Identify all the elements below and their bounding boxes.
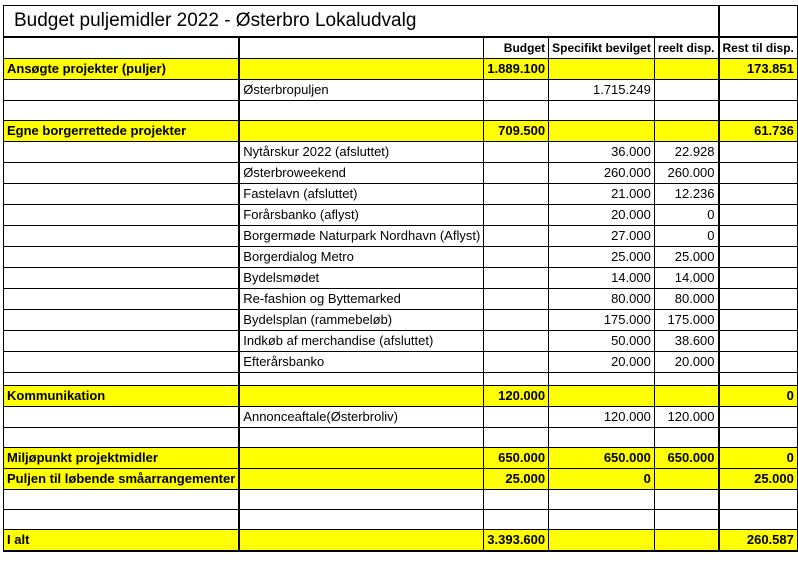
title-empty-cell [719,6,798,38]
cell-specifikt-bevilget[interactable]: 650.000 [549,448,655,469]
cell-specifikt-bevilget[interactable] [549,101,655,121]
cell-item[interactable] [239,59,483,80]
cell-specifikt-bevilget[interactable] [549,59,655,80]
table-row [4,352,798,373]
summary-row [4,121,798,142]
cell-budget[interactable] [484,310,549,331]
cell-rest-til-disp[interactable] [719,331,798,352]
cell-budget[interactable] [484,205,549,226]
table-row [4,268,798,289]
header-row [4,37,798,59]
cell-reelt-disp[interactable]: 22.928 [654,142,718,163]
cell-specifikt-bevilget[interactable]: 1.715.249 [549,80,655,101]
cell-reelt-disp[interactable] [654,80,718,101]
empty-row [4,373,798,386]
cell-rest-til-disp[interactable] [719,490,798,510]
cell-rest-til-disp[interactable] [719,428,798,448]
table-row [4,247,798,268]
cell-rest-til-disp[interactable]: 61.736 [719,121,798,142]
cell-category[interactable]: Egne borgerrettede projekter [4,121,240,142]
cell-category[interactable] [4,428,240,448]
cell-budget[interactable] [484,226,549,247]
cell-item[interactable] [239,469,483,490]
cell-reelt-disp[interactable]: 38.600 [654,331,718,352]
cell-rest-til-disp[interactable] [719,101,798,121]
cell-category[interactable] [4,407,240,428]
cell-item[interactable]: Nytårskur 2022 (afsluttet) [239,142,483,163]
cell-specifikt-bevilget[interactable]: 120.000 [549,407,655,428]
cell-rest-til-disp[interactable] [719,142,798,163]
cell-category[interactable]: Kommunikation [4,386,240,407]
cell-category[interactable] [4,80,240,101]
cell-rest-til-disp[interactable]: 173.851 [719,59,798,80]
cell-reelt-disp[interactable]: 0 [654,226,718,247]
cell-category[interactable] [4,101,240,121]
empty-row [4,490,798,510]
cell-reelt-disp[interactable] [654,59,718,80]
cell-rest-til-disp[interactable]: Rest til disp. [719,37,798,59]
table-row [4,184,798,205]
cell-specifikt-bevilget[interactable]: 175.000 [549,310,655,331]
cell-specifikt-bevilget[interactable] [549,373,655,386]
cell-budget[interactable] [484,428,549,448]
cell-category[interactable] [4,490,240,510]
cell-category[interactable]: Ansøgte projekter (puljer) [4,59,240,80]
cell-item[interactable] [239,101,483,121]
cell-category[interactable] [4,184,240,205]
cell-specifikt-bevilget[interactable] [549,386,655,407]
cell-budget[interactable]: 1.889.100 [484,59,549,80]
table-row [4,331,798,352]
cell-item[interactable]: Fastelavn (afsluttet) [239,184,483,205]
table-row [4,407,798,428]
summary-row [4,530,798,552]
cell-budget[interactable] [484,510,549,530]
cell-rest-til-disp[interactable] [719,407,798,428]
cell-item[interactable]: Indkøb af merchandise (afsluttet) [239,331,483,352]
cell-rest-til-disp[interactable] [719,80,798,101]
cell-reelt-disp[interactable]: reelt disp. [654,37,718,59]
cell-reelt-disp[interactable] [654,386,718,407]
cell-rest-til-disp[interactable] [719,373,798,386]
cell-specifikt-bevilget[interactable]: 260.000 [549,163,655,184]
cell-reelt-disp[interactable] [654,101,718,121]
cell-rest-til-disp[interactable] [719,247,798,268]
cell-reelt-disp[interactable]: 120.000 [654,407,718,428]
cell-reelt-disp[interactable] [654,510,718,530]
cell-reelt-disp[interactable]: 12.236 [654,184,718,205]
cell-specifikt-bevilget[interactable]: 50.000 [549,331,655,352]
cell-budget[interactable] [484,490,549,510]
cell-item[interactable]: Borgermøde Naturpark Nordhavn (Aflyst) [239,226,483,247]
cell-specifikt-bevilget[interactable] [549,510,655,530]
cell-rest-til-disp[interactable]: 0 [719,386,798,407]
empty-row [4,428,798,448]
table-row [4,163,798,184]
cell-budget[interactable] [484,289,549,310]
cell-category[interactable] [4,289,240,310]
cell-reelt-disp[interactable]: 25.000 [654,247,718,268]
cell-item[interactable]: Re-fashion og Byttemarked [239,289,483,310]
cell-rest-til-disp[interactable] [719,289,798,310]
cell-reelt-disp[interactable] [654,373,718,386]
cell-item[interactable]: Østerbroweekend [239,163,483,184]
budget-table [3,5,798,552]
cell-reelt-disp[interactable] [654,428,718,448]
cell-category[interactable]: I alt [4,530,240,552]
cell-category[interactable] [4,510,240,530]
summary-row [4,59,798,80]
cell-category[interactable] [4,37,240,59]
cell-rest-til-disp[interactable] [719,226,798,247]
cell-category[interactable] [4,352,240,373]
cell-budget[interactable] [484,142,549,163]
cell-item[interactable] [239,386,483,407]
cell-budget[interactable]: 650.000 [484,448,549,469]
cell-budget[interactable] [484,373,549,386]
cell-specifikt-bevilget[interactable]: 27.000 [549,226,655,247]
cell-item[interactable]: Bydelsmødet [239,268,483,289]
title-row [4,6,798,38]
cell-budget[interactable] [484,184,549,205]
cell-rest-til-disp[interactable] [719,268,798,289]
cell-specifikt-bevilget[interactable]: 21.000 [549,184,655,205]
cell-rest-til-disp[interactable]: 0 [719,448,798,469]
cell-budget[interactable] [484,352,549,373]
cell-rest-til-disp[interactable] [719,310,798,331]
cell-specifikt-bevilget[interactable] [549,530,655,552]
cell-budget[interactable] [484,247,549,268]
cell-specifikt-bevilget[interactable]: 20.000 [549,352,655,373]
table-row [4,80,798,101]
table-row [4,226,798,247]
cell-category[interactable] [4,163,240,184]
cell-category[interactable] [4,205,240,226]
cell-specifikt-bevilget[interactable]: 36.000 [549,142,655,163]
summary-row [4,469,798,490]
cell-specifikt-bevilget[interactable]: Specifikt bevilget [549,37,655,59]
cell-specifikt-bevilget[interactable]: 14.000 [549,268,655,289]
cell-specifikt-bevilget[interactable]: 80.000 [549,289,655,310]
cell-category[interactable] [4,331,240,352]
table-row [4,310,798,331]
cell-rest-til-disp[interactable]: 25.000 [719,469,798,490]
cell-budget[interactable] [484,407,549,428]
cell-reelt-disp[interactable]: 175.000 [654,310,718,331]
table-row [4,205,798,226]
cell-rest-til-disp[interactable] [719,510,798,530]
cell-item[interactable] [239,428,483,448]
cell-category[interactable] [4,142,240,163]
cell-item[interactable] [239,373,483,386]
cell-rest-til-disp[interactable]: 260.587 [719,530,798,552]
cell-reelt-disp[interactable] [654,121,718,142]
cell-reelt-disp[interactable] [654,490,718,510]
cell-category[interactable] [4,226,240,247]
cell-item[interactable] [239,510,483,530]
cell-budget[interactable] [484,80,549,101]
cell-budget[interactable] [484,268,549,289]
table-row [4,289,798,310]
cell-item[interactable]: Efterårsbanko [239,352,483,373]
cell-category[interactable]: Miljøpunkt projektmidler [4,448,240,469]
cell-item[interactable]: Forårsbanko (aflyst) [239,205,483,226]
cell-budget[interactable]: 709.500 [484,121,549,142]
cell-budget[interactable] [484,101,549,121]
cell-specifikt-bevilget[interactable]: 20.000 [549,205,655,226]
cell-item[interactable] [239,121,483,142]
cell-specifikt-bevilget[interactable] [549,121,655,142]
cell-item[interactable]: Østerbropuljen [239,80,483,101]
summary-row [4,386,798,407]
empty-row [4,101,798,121]
cell-category[interactable] [4,268,240,289]
cell-item[interactable] [239,490,483,510]
cell-specifikt-bevilget[interactable] [549,428,655,448]
table-row [4,142,798,163]
cell-reelt-disp[interactable]: 0 [654,205,718,226]
cell-rest-til-disp[interactable] [719,352,798,373]
cell-rest-til-disp[interactable] [719,163,798,184]
cell-item[interactable]: Borgerdialog Metro [239,247,483,268]
cell-reelt-disp[interactable]: 650.000 [654,448,718,469]
cell-specifikt-bevilget[interactable]: 25.000 [549,247,655,268]
cell-budget[interactable]: 120.000 [484,386,549,407]
cell-item[interactable]: Annonceaftale(Østerbroliv) [239,407,483,428]
cell-category[interactable]: Puljen til løbende småarrangementer [4,469,240,490]
cell-budget[interactable]: 25.000 [484,469,549,490]
empty-row [4,510,798,530]
cell-reelt-disp[interactable] [654,530,718,552]
cell-reelt-disp[interactable]: 14.000 [654,268,718,289]
cell-item[interactable] [239,37,483,59]
cell-category[interactable] [4,310,240,331]
cell-item[interactable]: Bydelsplan (rammebeløb) [239,310,483,331]
cell-rest-til-disp[interactable] [719,205,798,226]
cell-budget[interactable]: Budget [484,37,549,59]
cell-budget[interactable]: 3.393.600 [484,530,549,552]
cell-specifikt-bevilget[interactable] [549,490,655,510]
cell-rest-til-disp[interactable] [719,184,798,205]
cell-reelt-disp[interactable]: 80.000 [654,289,718,310]
cell-budget[interactable] [484,163,549,184]
cell-category[interactable] [4,247,240,268]
cell-category[interactable] [4,373,240,386]
sheet-title: Budget puljemidler 2022 - Østerbro Lokaludvalg [4,6,719,38]
cell-reelt-disp[interactable]: 20.000 [654,352,718,373]
cell-reelt-disp[interactable]: 260.000 [654,163,718,184]
cell-reelt-disp[interactable] [654,469,718,490]
cell-budget[interactable] [484,331,549,352]
cell-specifikt-bevilget[interactable]: 0 [549,469,655,490]
summary-row [4,448,798,469]
cell-item[interactable] [239,530,483,552]
cell-item[interactable] [239,448,483,469]
